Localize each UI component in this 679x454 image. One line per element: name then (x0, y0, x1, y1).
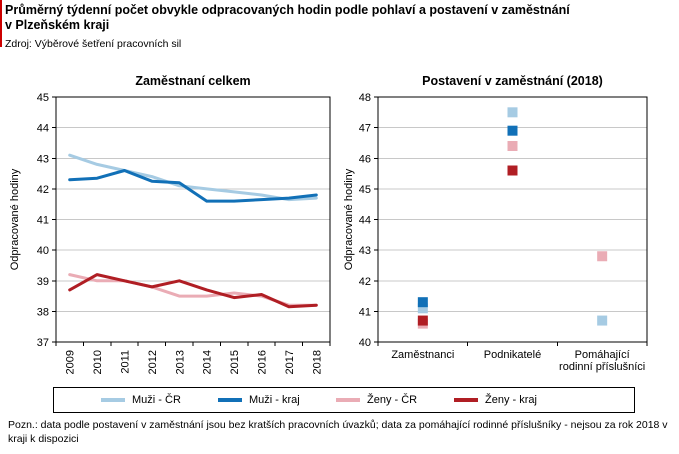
x-axis-tick-label: 2018 (311, 350, 324, 375)
footnote: Pozn.: data podle postavení v zaměstnání jsou bez kratších pracovních úvazků; data za pomáhající rodinné příslušníky - nejsou za rok 2018 v kraji k dispozici (8, 419, 668, 445)
legend-line-swatch-muzi-cr (101, 398, 125, 402)
x-axis-tick-label: 2015 (229, 350, 242, 375)
y-axis-tick-label: 45 (358, 183, 371, 196)
y-axis-tick-label: 40 (36, 245, 49, 258)
x-axis-tick-label: 2009 (64, 350, 77, 375)
y-axis-tick-label: 42 (358, 275, 371, 288)
y-axis-tick-label: 41 (358, 306, 371, 319)
series-line-Ženy - ČR (70, 275, 317, 306)
marker-Muži - kraj (418, 297, 428, 307)
x-axis-category-label: Podnikatelé (483, 349, 542, 361)
marker-Muži - kraj (508, 126, 518, 136)
legend-label: Muži - ČR (132, 394, 181, 406)
page-title-line2: v Plzeňském kraji (5, 18, 110, 32)
source-note: Zdroj: Výběrové šetření pracovních sil (5, 38, 182, 50)
x-axis-tick-label: 2014 (201, 350, 214, 375)
chart-title: Zaměstnaní celkem (135, 74, 251, 88)
y-axis-tick-label: 40 (358, 337, 371, 349)
y-axis-tick-label: 48 (358, 92, 371, 104)
x-axis-tick-label: 2012 (146, 350, 159, 375)
y-axis-tick-label: 42 (36, 183, 49, 196)
scatter-chart-position-2018 (340, 58, 679, 388)
legend-line-swatch-muzi-kraj (218, 398, 242, 402)
y-axis-tick-label: 43 (36, 153, 49, 166)
marker-Ženy - ČR (597, 251, 607, 261)
legend-item-muzi-kraj (218, 388, 300, 412)
legend-label: Muži - kraj (249, 394, 300, 406)
page-title-line1: Průměrný týdenní počet obvykle odpracovaných hodin podle pohlaví a postavení v zaměstnání (5, 3, 570, 17)
x-axis-tick-label: 2010 (92, 350, 105, 375)
y-axis-tick-label: 39 (36, 275, 49, 288)
marker-Ženy - kraj (508, 166, 518, 176)
y-axis-tick-label: 41 (36, 214, 49, 227)
x-axis-tick-label: 2011 (119, 350, 132, 374)
marker-Muži - ČR (508, 107, 518, 117)
x-axis-tick-label: 2017 (283, 350, 296, 375)
y-axis-tick-label: 43 (358, 245, 371, 258)
legend-item-muzi-cr (101, 388, 181, 412)
x-axis-tick-label: 2013 (174, 350, 187, 375)
x-axis-tick-label: 2016 (256, 350, 269, 375)
page-title (5, 3, 665, 33)
y-axis-tick-label: 47 (358, 122, 371, 135)
line-chart-employed-total (0, 58, 340, 388)
legend-item-zeny-cr (336, 388, 417, 412)
y-axis-tick-label: 38 (36, 306, 49, 319)
chart-title: Postavení v zaměstnání (2018) (422, 74, 603, 88)
legend-label: Ženy - kraj (485, 394, 537, 406)
y-axis-title: Odpracované hodiny (9, 168, 21, 271)
legend (53, 387, 635, 413)
legend-item-zeny-kraj (454, 388, 537, 412)
y-axis-tick-label: 44 (358, 214, 371, 227)
marker-Muži - ČR (597, 316, 607, 326)
legend-line-swatch-zeny-cr (336, 398, 360, 402)
legend-label: Ženy - ČR (367, 394, 418, 406)
y-axis-tick-label: 45 (36, 92, 49, 104)
x-axis-category-label: Zaměstnanci (391, 349, 455, 361)
y-axis-tick-label: 37 (36, 337, 49, 349)
y-axis-tick-label: 46 (358, 153, 371, 166)
y-axis-tick-label: 44 (36, 122, 49, 135)
left-accent-bar (0, 0, 2, 47)
marker-Ženy - ČR (508, 141, 518, 151)
legend-line-swatch-zeny-kraj (454, 398, 478, 402)
marker-Ženy - kraj (418, 316, 428, 326)
y-axis-title: Odpracované hodiny (343, 168, 355, 271)
x-axis-category-label: Pomáhající rodinní příslušníci (559, 349, 646, 373)
